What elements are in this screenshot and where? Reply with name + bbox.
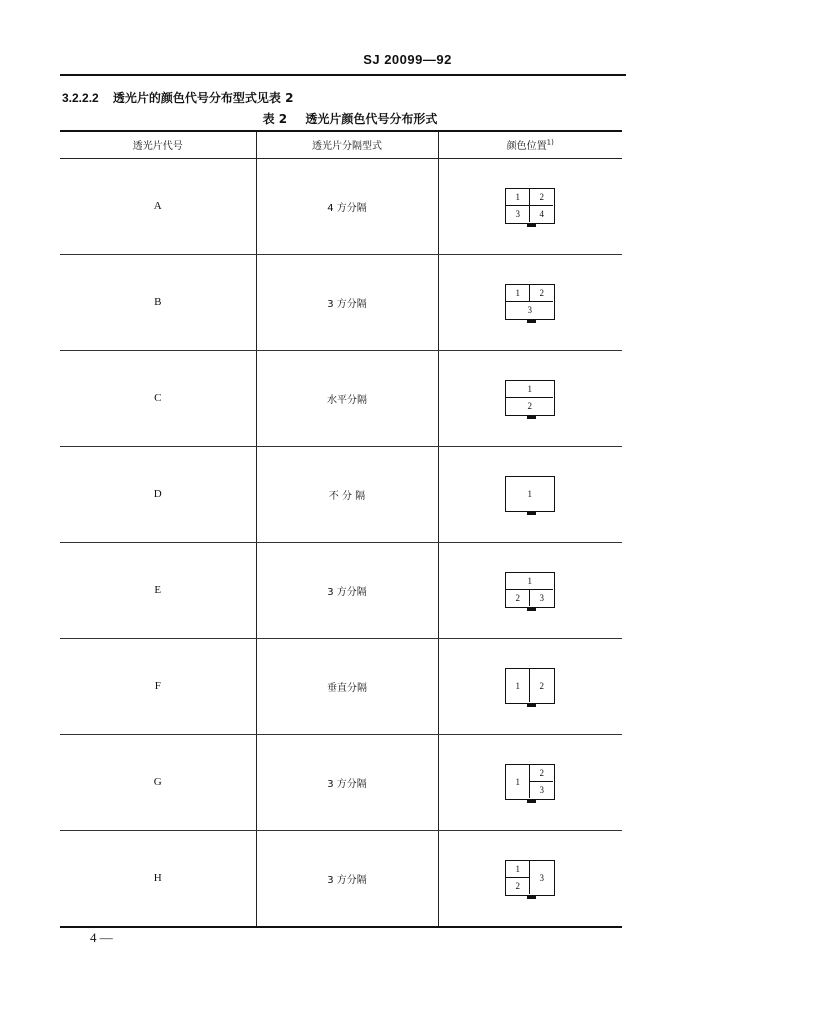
page-number: 4 — (90, 930, 113, 945)
lens-diagram-icon (505, 572, 555, 608)
lens-tab-marker (527, 512, 536, 515)
table-row (60, 158, 622, 254)
row-color-position (438, 638, 622, 734)
row-partition-type: 3 方分隔 (256, 830, 438, 927)
table-row (60, 542, 622, 638)
lens-cell-label: 2 (530, 765, 553, 782)
row-partition-type: 不 分 隔 (256, 446, 438, 542)
lens-cell-label: 2 (506, 590, 530, 607)
lens-cell-label: 1 (506, 285, 530, 302)
lens-cell-label: 1 (506, 765, 530, 798)
table-caption (0, 110, 700, 127)
row-code: H (60, 830, 256, 927)
row-code: A (60, 158, 256, 254)
table-row (60, 830, 622, 927)
row-code: C (60, 350, 256, 446)
lens-cell-label: 1 (506, 381, 553, 398)
header-rule (60, 74, 626, 76)
lens-cell-label: 2 (530, 285, 553, 302)
row-color-position (438, 158, 622, 254)
lens-cell-label: 3 (539, 872, 544, 883)
row-code: B (60, 254, 256, 350)
header-code: 透光片代号 (60, 131, 256, 158)
table-row (60, 638, 622, 734)
row-partition-type: 3 方分隔 (256, 254, 438, 350)
lens-tab-marker (527, 896, 536, 899)
standard-number: SJ 20099—92 (363, 52, 452, 67)
lens-cell-label: 1 (527, 488, 532, 499)
lens-diagram-icon (505, 476, 555, 512)
lens-cell-label: 2 (527, 400, 532, 411)
lens-cell-label: 4 (539, 208, 544, 219)
row-partition-type: 水平分隔 (256, 350, 438, 446)
table-caption-number: 表 2 (262, 112, 288, 126)
lens-cell-label: 1 (506, 573, 553, 590)
lens-cell-label: 1 (506, 669, 530, 702)
row-code: F (60, 638, 256, 734)
lens-cell-label: 2 (506, 878, 530, 895)
header-type: 透光片分隔型式 (256, 131, 438, 158)
table-row (60, 254, 622, 350)
lens-cell-label: 3 (539, 592, 544, 603)
row-color-position (438, 734, 622, 830)
lens-tab-marker (527, 320, 536, 323)
row-partition-type: 4 方分隔 (256, 158, 438, 254)
header-position-label: 颜色位置 (506, 141, 547, 153)
lens-tab-marker (527, 224, 536, 227)
lens-diagram-icon (505, 764, 555, 800)
section-number: 3.2.2.2 (62, 91, 99, 105)
lens-cell-label: 3 (527, 304, 532, 315)
header-position (438, 131, 622, 158)
lens-cell-label: 3 (506, 206, 530, 223)
table-row (60, 734, 622, 830)
lens-tab-marker (527, 608, 536, 611)
row-color-position (438, 446, 622, 542)
lens-diagram-icon (505, 860, 555, 896)
color-code-table (60, 130, 622, 928)
row-code: D (60, 446, 256, 542)
row-color-position (438, 542, 622, 638)
lens-tab-marker (527, 800, 536, 803)
table-caption-title: 透光片颜色代号分布形式 (305, 112, 438, 126)
row-code: E (60, 542, 256, 638)
row-color-position (438, 350, 622, 446)
row-color-position (438, 830, 622, 927)
lens-diagram-icon (505, 188, 555, 224)
lens-cell-label: 3 (539, 784, 544, 795)
lens-tab-marker (527, 416, 536, 419)
section-text: 透光片的颜色代号分布型式见表 2 (112, 91, 294, 105)
row-partition-type: 3 方分隔 (256, 734, 438, 830)
table-header-row (60, 131, 622, 158)
section-heading (62, 89, 293, 106)
lens-cell-label: 2 (539, 680, 544, 691)
lens-diagram-icon (505, 284, 555, 320)
row-code: G (60, 734, 256, 830)
table-row (60, 350, 622, 446)
lens-tab-marker (527, 704, 536, 707)
lens-cell-label: 1 (506, 189, 530, 206)
table-row (60, 446, 622, 542)
row-partition-type: 3 方分隔 (256, 542, 438, 638)
lens-diagram-icon (505, 668, 555, 704)
lens-cell-label: 1 (506, 861, 530, 878)
row-partition-type: 垂直分隔 (256, 638, 438, 734)
lens-diagram-icon (505, 380, 555, 416)
header-position-note: 1) (546, 138, 554, 147)
lens-cell-label: 2 (530, 189, 553, 206)
row-color-position (438, 254, 622, 350)
